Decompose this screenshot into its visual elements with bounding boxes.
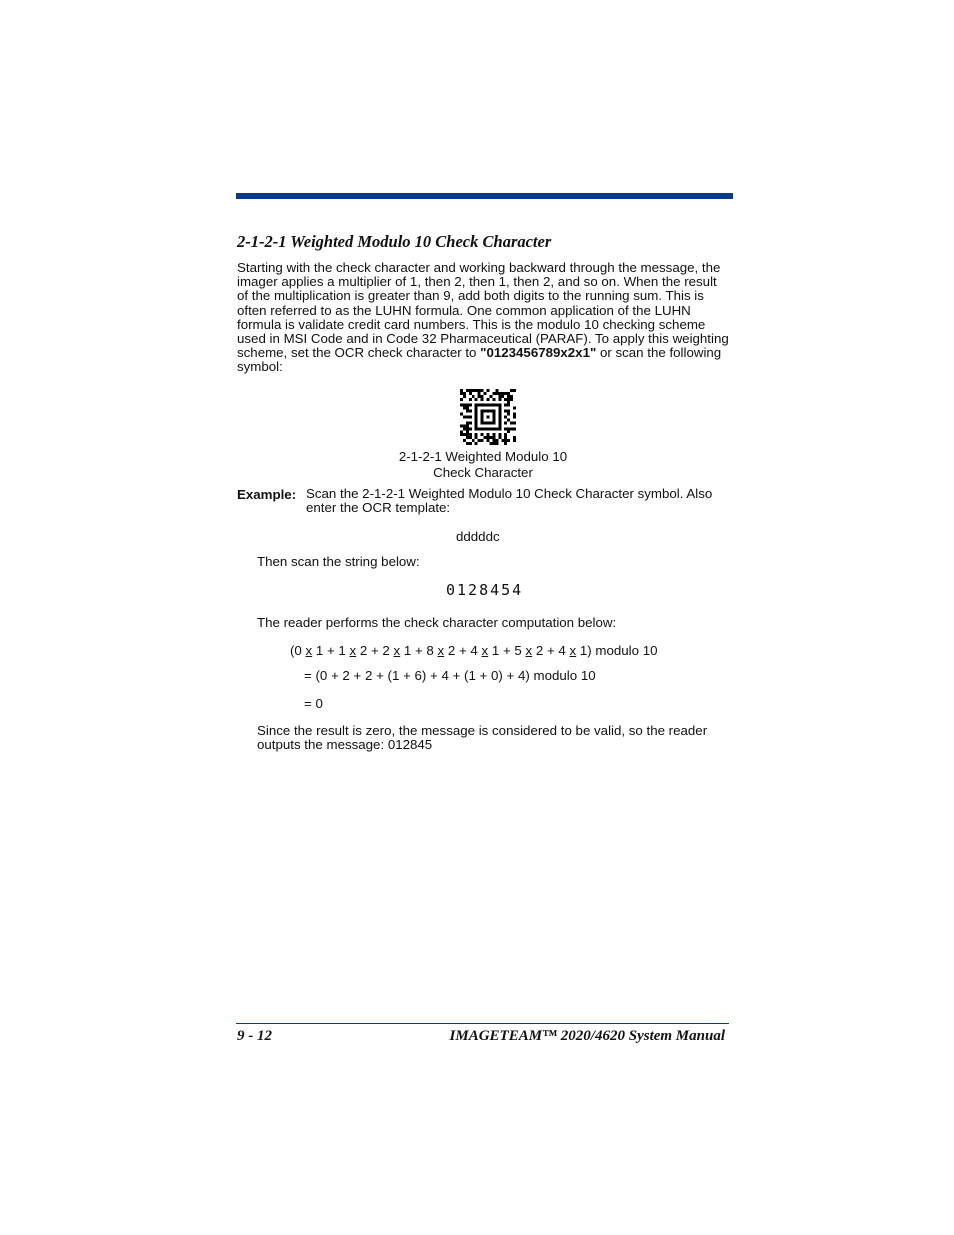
barcode-module bbox=[478, 395, 481, 398]
page-number: 9 - 12 bbox=[237, 1028, 272, 1044]
barcode-module bbox=[466, 407, 469, 410]
intro-paragraph bbox=[237, 261, 731, 375]
calc-multiply-operator: x bbox=[525, 643, 533, 658]
barcode-module bbox=[507, 392, 510, 395]
barcode-module bbox=[475, 410, 478, 413]
barcode-module bbox=[481, 421, 484, 424]
barcode-module bbox=[492, 418, 495, 421]
barcode-module bbox=[460, 398, 463, 401]
barcode-module bbox=[513, 389, 516, 392]
barcode-module bbox=[463, 439, 466, 442]
barcode-module bbox=[507, 401, 510, 404]
barcode-module bbox=[475, 427, 478, 430]
barcode-module bbox=[475, 421, 478, 424]
barcode-module bbox=[495, 427, 498, 430]
calc-multiply-operator: x bbox=[569, 643, 577, 658]
barcode-module bbox=[475, 404, 478, 407]
barcode-module bbox=[475, 398, 478, 401]
barcode-module bbox=[475, 442, 478, 445]
barcode-module bbox=[498, 413, 501, 416]
barcode-module bbox=[481, 410, 484, 413]
barcode-module bbox=[484, 427, 487, 430]
intro-tail: or scan the following symbol: bbox=[237, 345, 722, 375]
barcode-module bbox=[466, 424, 469, 427]
barcode-module bbox=[484, 421, 487, 424]
barcode-module bbox=[469, 421, 472, 424]
check-string: "0123456789x2x1" bbox=[480, 345, 597, 361]
barcode-module bbox=[478, 404, 481, 407]
barcode-module bbox=[510, 427, 513, 430]
barcode-module bbox=[475, 433, 478, 436]
barcode-module bbox=[495, 442, 498, 445]
barcode-module bbox=[489, 404, 492, 407]
calc-term: (0 bbox=[290, 643, 306, 658]
barcode-module bbox=[463, 392, 466, 395]
barcode-module bbox=[475, 416, 478, 419]
barcode-module bbox=[510, 389, 513, 392]
calc-multiply-operator: x bbox=[393, 643, 401, 658]
barcode-module bbox=[478, 389, 481, 392]
barcode-module bbox=[478, 427, 481, 430]
barcode-module bbox=[498, 404, 501, 407]
barcode-module bbox=[478, 392, 481, 395]
barcode-module bbox=[469, 436, 472, 439]
barcode-module bbox=[489, 436, 492, 439]
barcode-module bbox=[489, 410, 492, 413]
barcode-module bbox=[495, 389, 498, 392]
ocr-string: 0128454 bbox=[446, 581, 524, 599]
barcode-module bbox=[513, 439, 516, 442]
barcode-module bbox=[492, 439, 495, 442]
calc-line-3: = 0 bbox=[304, 696, 323, 711]
barcode-module bbox=[498, 398, 501, 401]
barcode-module bbox=[498, 410, 501, 413]
barcode-module bbox=[466, 410, 469, 413]
barcode-module bbox=[469, 398, 472, 401]
barcode-module bbox=[495, 439, 498, 442]
barcode-module bbox=[463, 424, 466, 427]
barcode-module bbox=[492, 398, 495, 401]
calc-term: 2 + 4 bbox=[532, 643, 570, 658]
barcode-module bbox=[492, 433, 495, 436]
barcode-module bbox=[472, 389, 475, 392]
barcode-module bbox=[513, 427, 516, 430]
barcode-module bbox=[487, 436, 490, 439]
barcode-module bbox=[504, 427, 507, 430]
barcode-module bbox=[463, 416, 466, 419]
barcode-module bbox=[487, 404, 490, 407]
manual-title: IMAGETEAM™ 2020/4620 System Manual bbox=[449, 1028, 725, 1044]
barcode-module bbox=[487, 398, 490, 401]
barcode-module bbox=[481, 389, 484, 392]
barcode-module bbox=[492, 410, 495, 413]
barcode-module bbox=[504, 392, 507, 395]
barcode-module bbox=[504, 433, 507, 436]
barcode-module bbox=[504, 442, 507, 445]
calc-term: 2 + 2 bbox=[356, 643, 394, 658]
barcode-module bbox=[487, 433, 490, 436]
calc-term: 1 + 1 bbox=[312, 643, 350, 658]
barcode-module bbox=[460, 433, 463, 436]
barcode-module bbox=[492, 442, 495, 445]
calc-multiply-operator: x bbox=[349, 643, 357, 658]
barcode-module bbox=[513, 416, 516, 419]
barcode-module bbox=[513, 407, 516, 410]
barcode-module bbox=[481, 439, 484, 442]
barcode-module bbox=[489, 421, 492, 424]
calc-line-1 bbox=[290, 643, 658, 658]
symbol-caption-line2: Check Character bbox=[433, 465, 533, 480]
barcode-module bbox=[466, 442, 469, 445]
barcode-module bbox=[504, 421, 507, 424]
barcode-module bbox=[484, 404, 487, 407]
barcode-module bbox=[487, 410, 490, 413]
barcode-module bbox=[495, 392, 498, 395]
barcode-module bbox=[498, 436, 501, 439]
barcode-module bbox=[460, 413, 463, 416]
barcode-module bbox=[498, 395, 501, 398]
barcode-module bbox=[463, 427, 466, 430]
barcode-module bbox=[469, 410, 472, 413]
barcode-module bbox=[481, 398, 484, 401]
barcode-module bbox=[469, 404, 472, 407]
barcode-module bbox=[463, 433, 466, 436]
barcode-module bbox=[475, 389, 478, 392]
barcode-module bbox=[460, 389, 463, 392]
barcode-module bbox=[492, 421, 495, 424]
result-paragraph: Since the result is zero, the message is considered to be valid, so the reader outputs the message: 012845 bbox=[257, 723, 708, 753]
barcode-module bbox=[498, 433, 501, 436]
barcode-module bbox=[460, 430, 463, 433]
barcode-module bbox=[495, 404, 498, 407]
barcode-module bbox=[487, 439, 490, 442]
barcode-module bbox=[504, 416, 507, 419]
calc-multiply-operator: x bbox=[437, 643, 445, 658]
barcode-module bbox=[489, 442, 492, 445]
barcode-module bbox=[504, 398, 507, 401]
calc-tail: 1) modulo 10 bbox=[576, 643, 658, 658]
barcode-module bbox=[487, 427, 490, 430]
barcode-module bbox=[469, 427, 472, 430]
barcode-module bbox=[460, 424, 463, 427]
barcode-module bbox=[510, 395, 513, 398]
symbol-caption-line1: 2-1-2-1 Weighted Modulo 10 bbox=[398, 449, 568, 464]
barcode-module bbox=[507, 410, 510, 413]
barcode-module bbox=[475, 436, 478, 439]
barcode-module bbox=[466, 389, 469, 392]
barcode-module bbox=[501, 439, 504, 442]
barcode-module bbox=[492, 413, 495, 416]
barcode-module bbox=[469, 433, 472, 436]
barcode-module bbox=[492, 416, 495, 419]
barcode-module bbox=[463, 404, 466, 407]
barcode-module bbox=[504, 436, 507, 439]
barcode-module bbox=[513, 413, 516, 416]
barcode-module bbox=[469, 416, 472, 419]
barcode-module bbox=[507, 418, 510, 421]
barcode-module bbox=[463, 395, 466, 398]
barcode-module bbox=[466, 421, 469, 424]
ocr-template: dddddc bbox=[456, 529, 500, 544]
barcode-module bbox=[487, 389, 490, 392]
barcode-module bbox=[498, 416, 501, 419]
barcode-module bbox=[469, 389, 472, 392]
header-rule bbox=[236, 193, 733, 199]
barcode-module bbox=[466, 427, 469, 430]
barcode-module bbox=[492, 404, 495, 407]
barcode-module bbox=[460, 404, 463, 407]
barcode-module bbox=[466, 436, 469, 439]
barcode-module bbox=[472, 395, 475, 398]
barcode-module bbox=[498, 427, 501, 430]
performs-text: The reader performs the check character computation below: bbox=[257, 615, 617, 630]
barcode-module bbox=[510, 398, 513, 401]
barcode-module bbox=[501, 395, 504, 398]
barcode-module bbox=[504, 410, 507, 413]
barcode-module bbox=[463, 407, 466, 410]
barcode-module bbox=[484, 410, 487, 413]
barcode-module bbox=[481, 418, 484, 421]
barcode-module bbox=[507, 427, 510, 430]
barcode-module bbox=[481, 395, 484, 398]
barcode-module bbox=[481, 427, 484, 430]
barcode-module bbox=[460, 392, 463, 395]
barcode-module bbox=[507, 413, 510, 416]
example-text: Scan the 2-1-2-1 Weighted Modulo 10 Check Character symbol. Also enter the OCR template: bbox=[306, 486, 713, 516]
aztec-barcode-symbol bbox=[460, 389, 516, 445]
barcode-module bbox=[481, 416, 484, 419]
barcode-module bbox=[492, 427, 495, 430]
barcode-module bbox=[475, 407, 478, 410]
barcode-module bbox=[481, 413, 484, 416]
calc-terms bbox=[290, 643, 576, 658]
barcode-module bbox=[484, 436, 487, 439]
barcode-module bbox=[498, 392, 501, 395]
barcode-module bbox=[475, 418, 478, 421]
barcode-module bbox=[475, 413, 478, 416]
calc-term: 1 + 5 bbox=[488, 643, 526, 658]
barcode-module bbox=[484, 392, 487, 395]
barcode-module bbox=[498, 421, 501, 424]
barcode-module bbox=[507, 439, 510, 442]
intro-text: Starting with the check character and working backward through the message, the imager applies a multiplier of 1, then 2, then 1, then 2, and so on. When the result of the multiplication is greater than 9, add both digits to the running sum. This is often referred to as the LUHN formula. One common application of the LUHN formula is validate credit card numbers. This is the modulo 10 checking scheme used in MSI Code and in Code 32 Pharmaceutical (PARAF). To apply this weighting scheme, set the OCR check character to bbox=[237, 260, 729, 361]
calc-multiply-operator: x bbox=[305, 643, 313, 658]
then-scan-text: Then scan the string below: bbox=[257, 554, 420, 569]
barcode-module bbox=[466, 430, 469, 433]
barcode-module bbox=[469, 392, 472, 395]
barcode-module bbox=[507, 430, 510, 433]
barcode-module bbox=[498, 418, 501, 421]
barcode-module bbox=[504, 439, 507, 442]
barcode-module bbox=[472, 439, 475, 442]
calc-multiply-operator: x bbox=[481, 643, 489, 658]
example-label: Example: bbox=[237, 487, 297, 502]
barcode-module bbox=[507, 404, 510, 407]
barcode-module bbox=[504, 404, 507, 407]
barcode-module bbox=[513, 421, 516, 424]
barcode-module bbox=[489, 427, 492, 430]
barcode-module bbox=[475, 424, 478, 427]
calc-term: 2 + 4 bbox=[444, 643, 482, 658]
barcode-module bbox=[487, 421, 490, 424]
barcode-module bbox=[466, 433, 469, 436]
barcode-module bbox=[510, 421, 513, 424]
barcode-module bbox=[478, 439, 481, 442]
barcode-module bbox=[487, 416, 490, 419]
barcode-module bbox=[498, 424, 501, 427]
barcode-module bbox=[501, 392, 504, 395]
barcode-module bbox=[513, 436, 516, 439]
section-heading: 2-1-2-1 Weighted Modulo 10 Check Character bbox=[237, 232, 552, 251]
calc-term: 1 + 8 bbox=[400, 643, 438, 658]
barcode-module bbox=[469, 442, 472, 445]
barcode-module bbox=[492, 392, 495, 395]
barcode-module bbox=[498, 407, 501, 410]
barcode-module bbox=[492, 436, 495, 439]
calc-line-2: = (0 + 2 + 2 + (1 + 6) + 4 + (1 + 0) + 4) modulo 10 bbox=[304, 668, 596, 683]
barcode-module bbox=[481, 404, 484, 407]
symbol-caption bbox=[383, 449, 583, 481]
barcode-module bbox=[489, 395, 492, 398]
barcode-module bbox=[466, 416, 469, 419]
barcode-module bbox=[481, 433, 484, 436]
barcode-module bbox=[507, 398, 510, 401]
barcode-module bbox=[507, 395, 510, 398]
footer-rule bbox=[236, 1023, 729, 1024]
barcode-module bbox=[466, 404, 469, 407]
